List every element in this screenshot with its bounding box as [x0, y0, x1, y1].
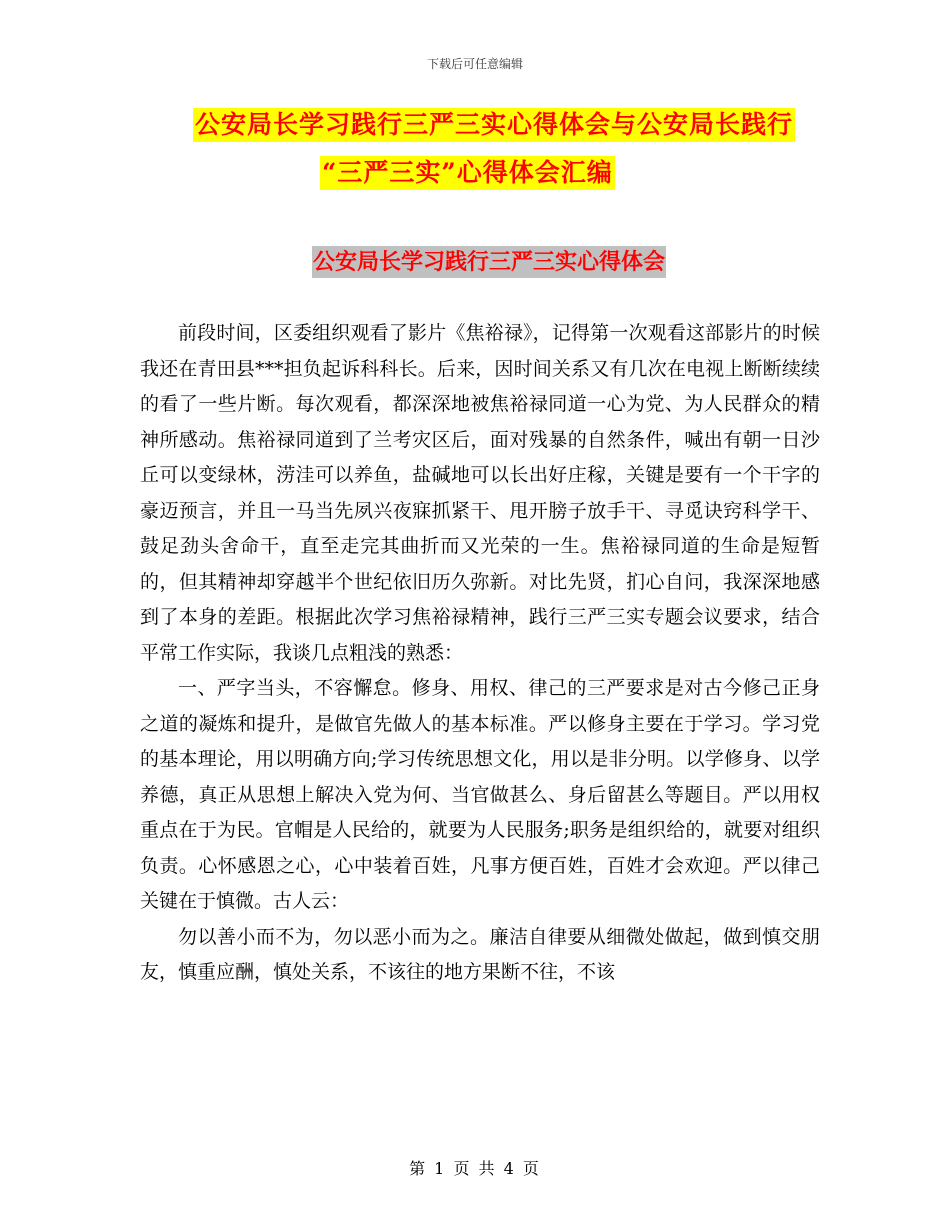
- paragraph: 前段时间，区委组织观看了影片《焦裕禄》，记得第一次观看这部影片的时候我还在青田县***担负起诉科科长。后来，因时间关系又有几次在电视上断断续续的看了一些片断。每次观看，都深深地被焦裕禄同道一心为党、为人民群众的精神所感动。焦裕禄同道到了兰考灾区后，面对残暴的自然条件，喊出有朝一日沙丘可以变绿林，涝洼可以养鱼，盐碱地可以长出好庄稼，关键是要有一个干字的豪迈预言，并且一马当先夙兴夜寐抓紧干、甩开膀子放手干、寻觅诀窍科学干、鼓足劲头舍命干，直至走完其曲折而又光荣的一生。焦裕禄同道的生命是短暂的，但其精神却穿越半个世纪依旧历久弥新。对比先贤，扪心自问，我深深地感到了本身的差距。根据此次学习焦裕禄精神，践行三严三实专题会议要求，结合平常工作实际，我谈几点粗浅的熟悉：: [140, 322, 820, 664]
- page-footer: 第 1 页 共 4 页: [409, 1159, 541, 1178]
- title-line-1: 公安局长学习践行三严三实心得体会与公安局长践行: [193, 108, 795, 142]
- paragraph: 一、严字当头，不容懈怠。修身、用权、律己的三严要求是对古今修己正身之道的凝炼和提升，是做官先做人的基本标准。严以修身主要在于学习。学习党的基本理论，用以明确方向;学习传统思想文化，用以是非分明。以学修身、以学养德，真正从思想上解决入党为何、当官做甚么、身后留甚么等题目。严以用权重点在于为民。官帽是人民给的，就要为人民服务;职务是组织给的，就要对组织负责。心怀感恩之心，心中装着百姓，凡事方便百姓，百姓才会欢迎。严以律己关键在于慎微。古人云：: [140, 677, 820, 912]
- section-subtitle: 公安局长学习践行三严三实心得体会: [312, 246, 666, 278]
- body-text: [140, 316, 820, 991]
- document-title: [0, 108, 950, 204]
- title-line-2: “三严三实”心得体会汇编: [320, 156, 615, 190]
- header-note: 下载后可任意编辑: [426, 57, 523, 71]
- paragraph: 勿以善小而不为，勿以恶小而为之。廉洁自律要从细微处做起，做到慎交朋友，慎重应酬，慎处关系，不该往的地方果断不往，不该: [140, 925, 820, 983]
